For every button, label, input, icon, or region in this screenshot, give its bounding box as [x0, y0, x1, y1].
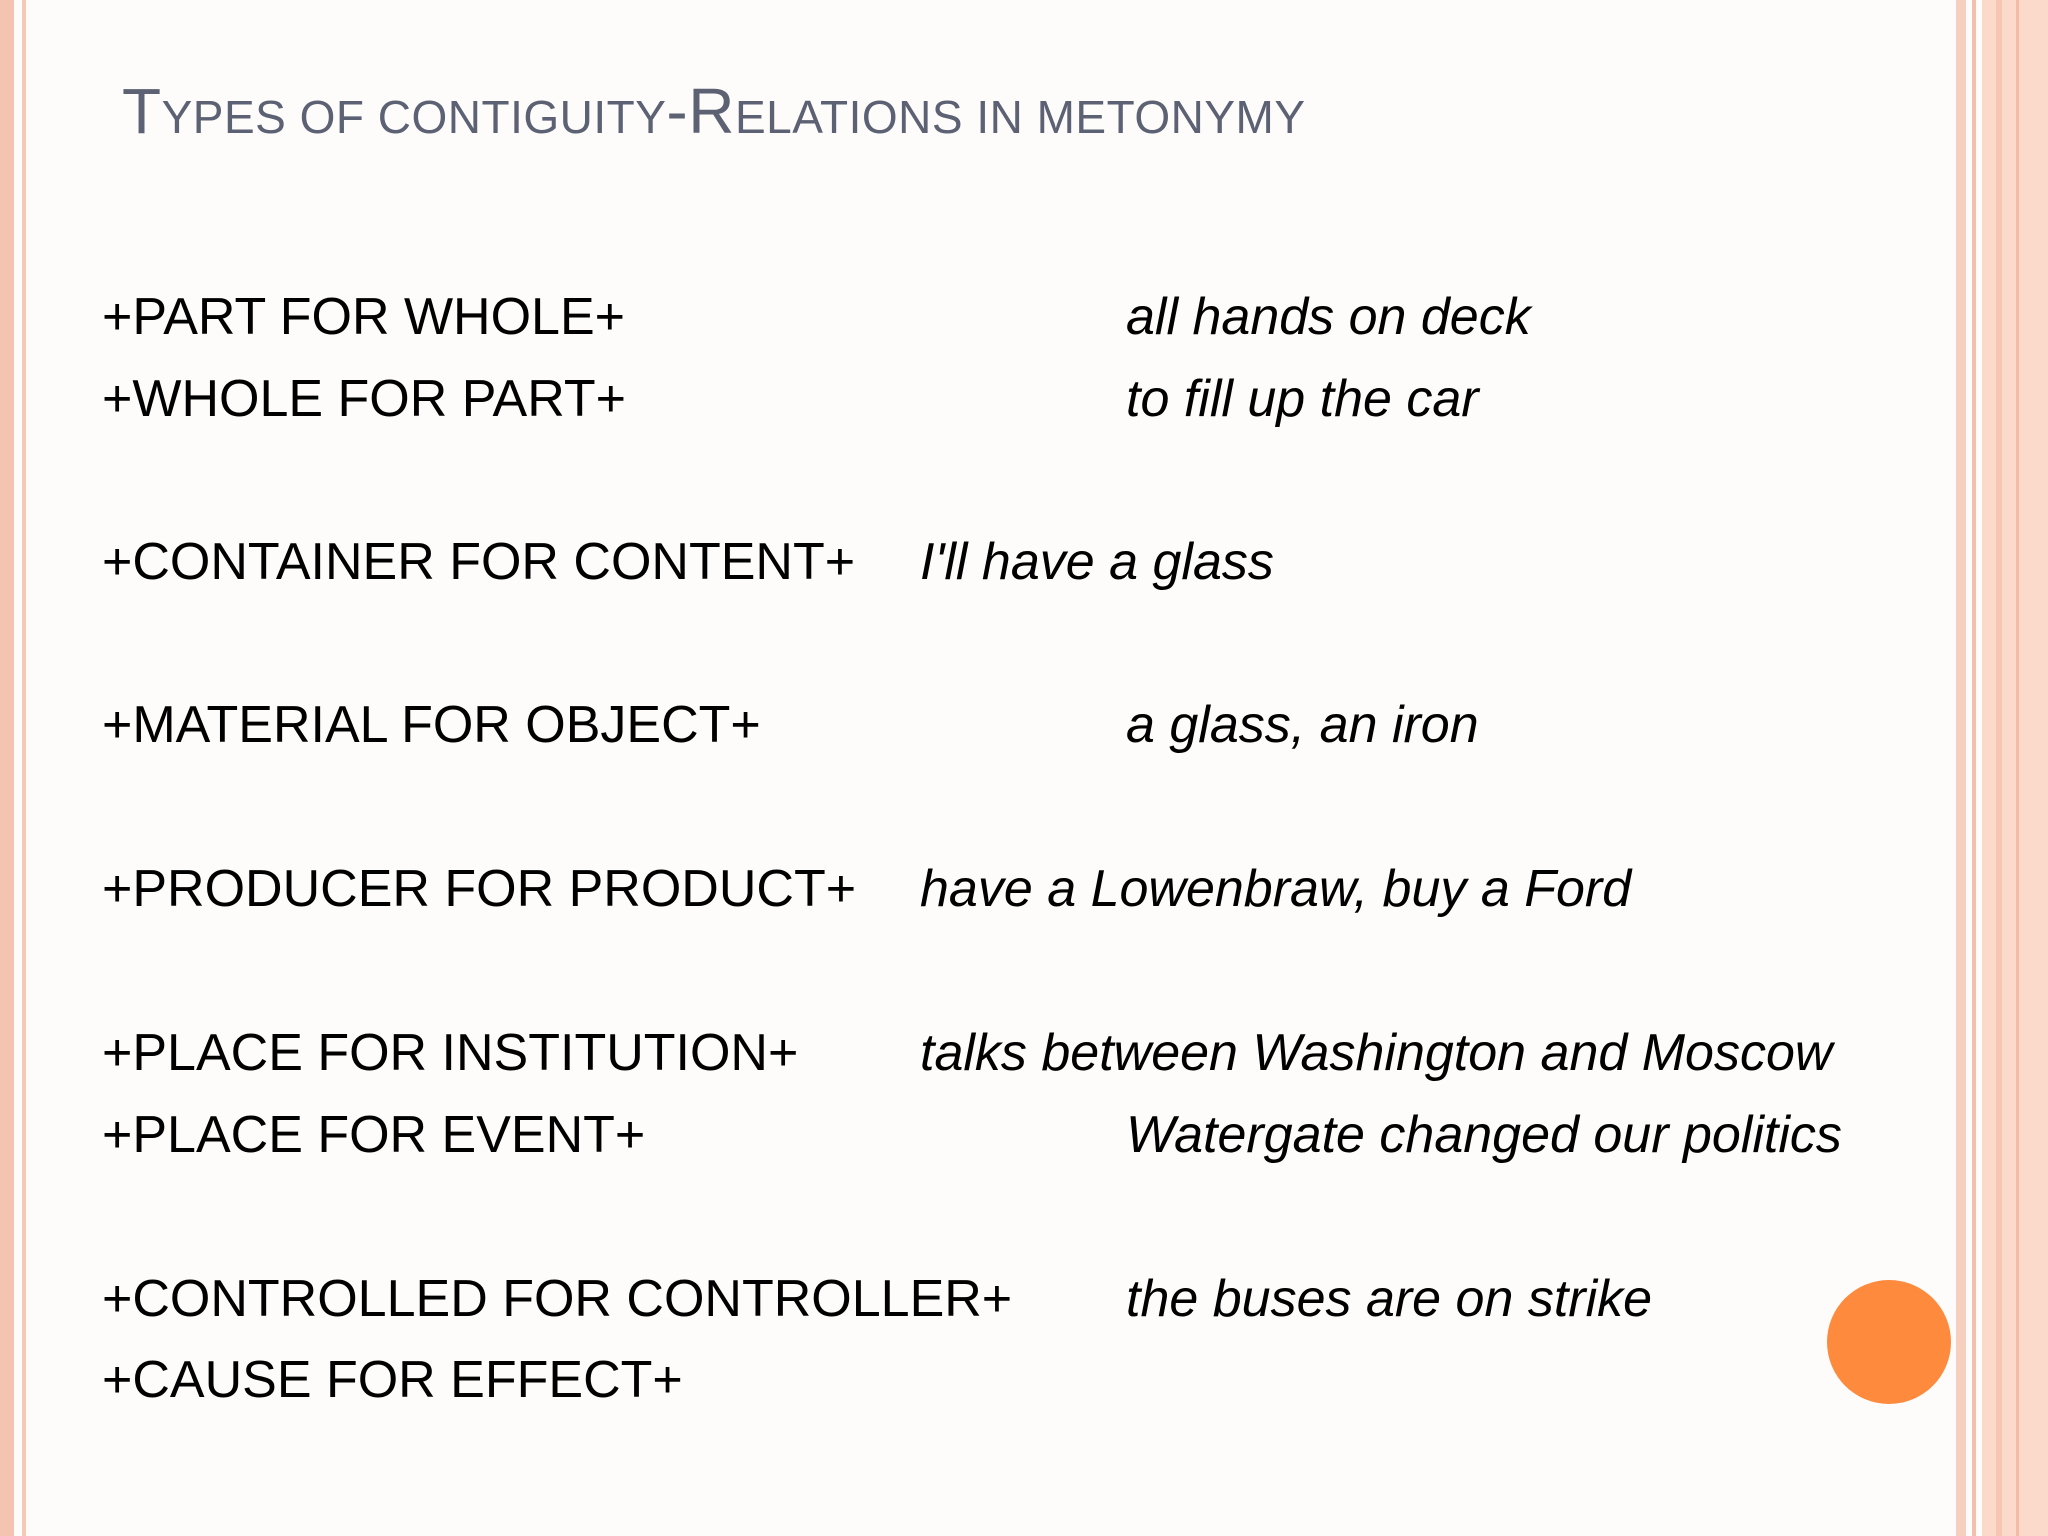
relation-example: I'll have a glass [920, 533, 1274, 591]
relation-row [0, 527, 2048, 597]
relation-example: have a Lowenbraw, buy a Ford [920, 860, 1632, 918]
relation-row [0, 1345, 2048, 1415]
relation-label: +PLACE FOR INSTITUTION+ [102, 1024, 799, 1082]
relation-example: to fill up the car [1126, 370, 1479, 428]
relation-row [0, 282, 2048, 352]
title-dash: - [666, 75, 689, 147]
relation-label: +PART FOR WHOLE+ [102, 288, 626, 346]
title-initial: T [122, 75, 162, 147]
relation-row [0, 854, 2048, 924]
title-part-tail: ELATIONS IN METONYMY [734, 91, 1306, 143]
relation-row [0, 690, 2048, 760]
relation-label: +WHOLE FOR PART+ [102, 370, 626, 428]
relation-example: Watergate changed our politics [1126, 1106, 1842, 1164]
relation-row [0, 1018, 2048, 1088]
title-initial-r: R [688, 75, 735, 147]
relation-label: +CAUSE FOR EFFECT+ [102, 1351, 683, 1409]
relation-label: +CONTROLLED FOR CONTROLLER+ [102, 1270, 1013, 1328]
relation-label: +CONTAINER FOR CONTENT+ [102, 533, 856, 591]
relation-row [0, 1264, 2048, 1334]
relation-example: a glass, an iron [1126, 696, 1479, 754]
relation-label: +PLACE FOR EVENT+ [102, 1106, 646, 1164]
slide-title [122, 74, 1306, 148]
title-part: YPES OF CONTIGUITY [161, 91, 667, 143]
relation-label: +MATERIAL FOR OBJECT+ [102, 696, 761, 754]
relation-row [0, 364, 2048, 434]
relation-row [0, 1100, 2048, 1170]
relation-example: talks between Washington and Moscow [920, 1024, 1833, 1082]
orange-circle-decoration [1827, 1280, 1951, 1404]
relation-example: the buses are on strike [1126, 1270, 1653, 1328]
relation-label: +PRODUCER FOR PRODUCT+ [102, 860, 857, 918]
relation-example: all hands on deck [1126, 288, 1531, 346]
